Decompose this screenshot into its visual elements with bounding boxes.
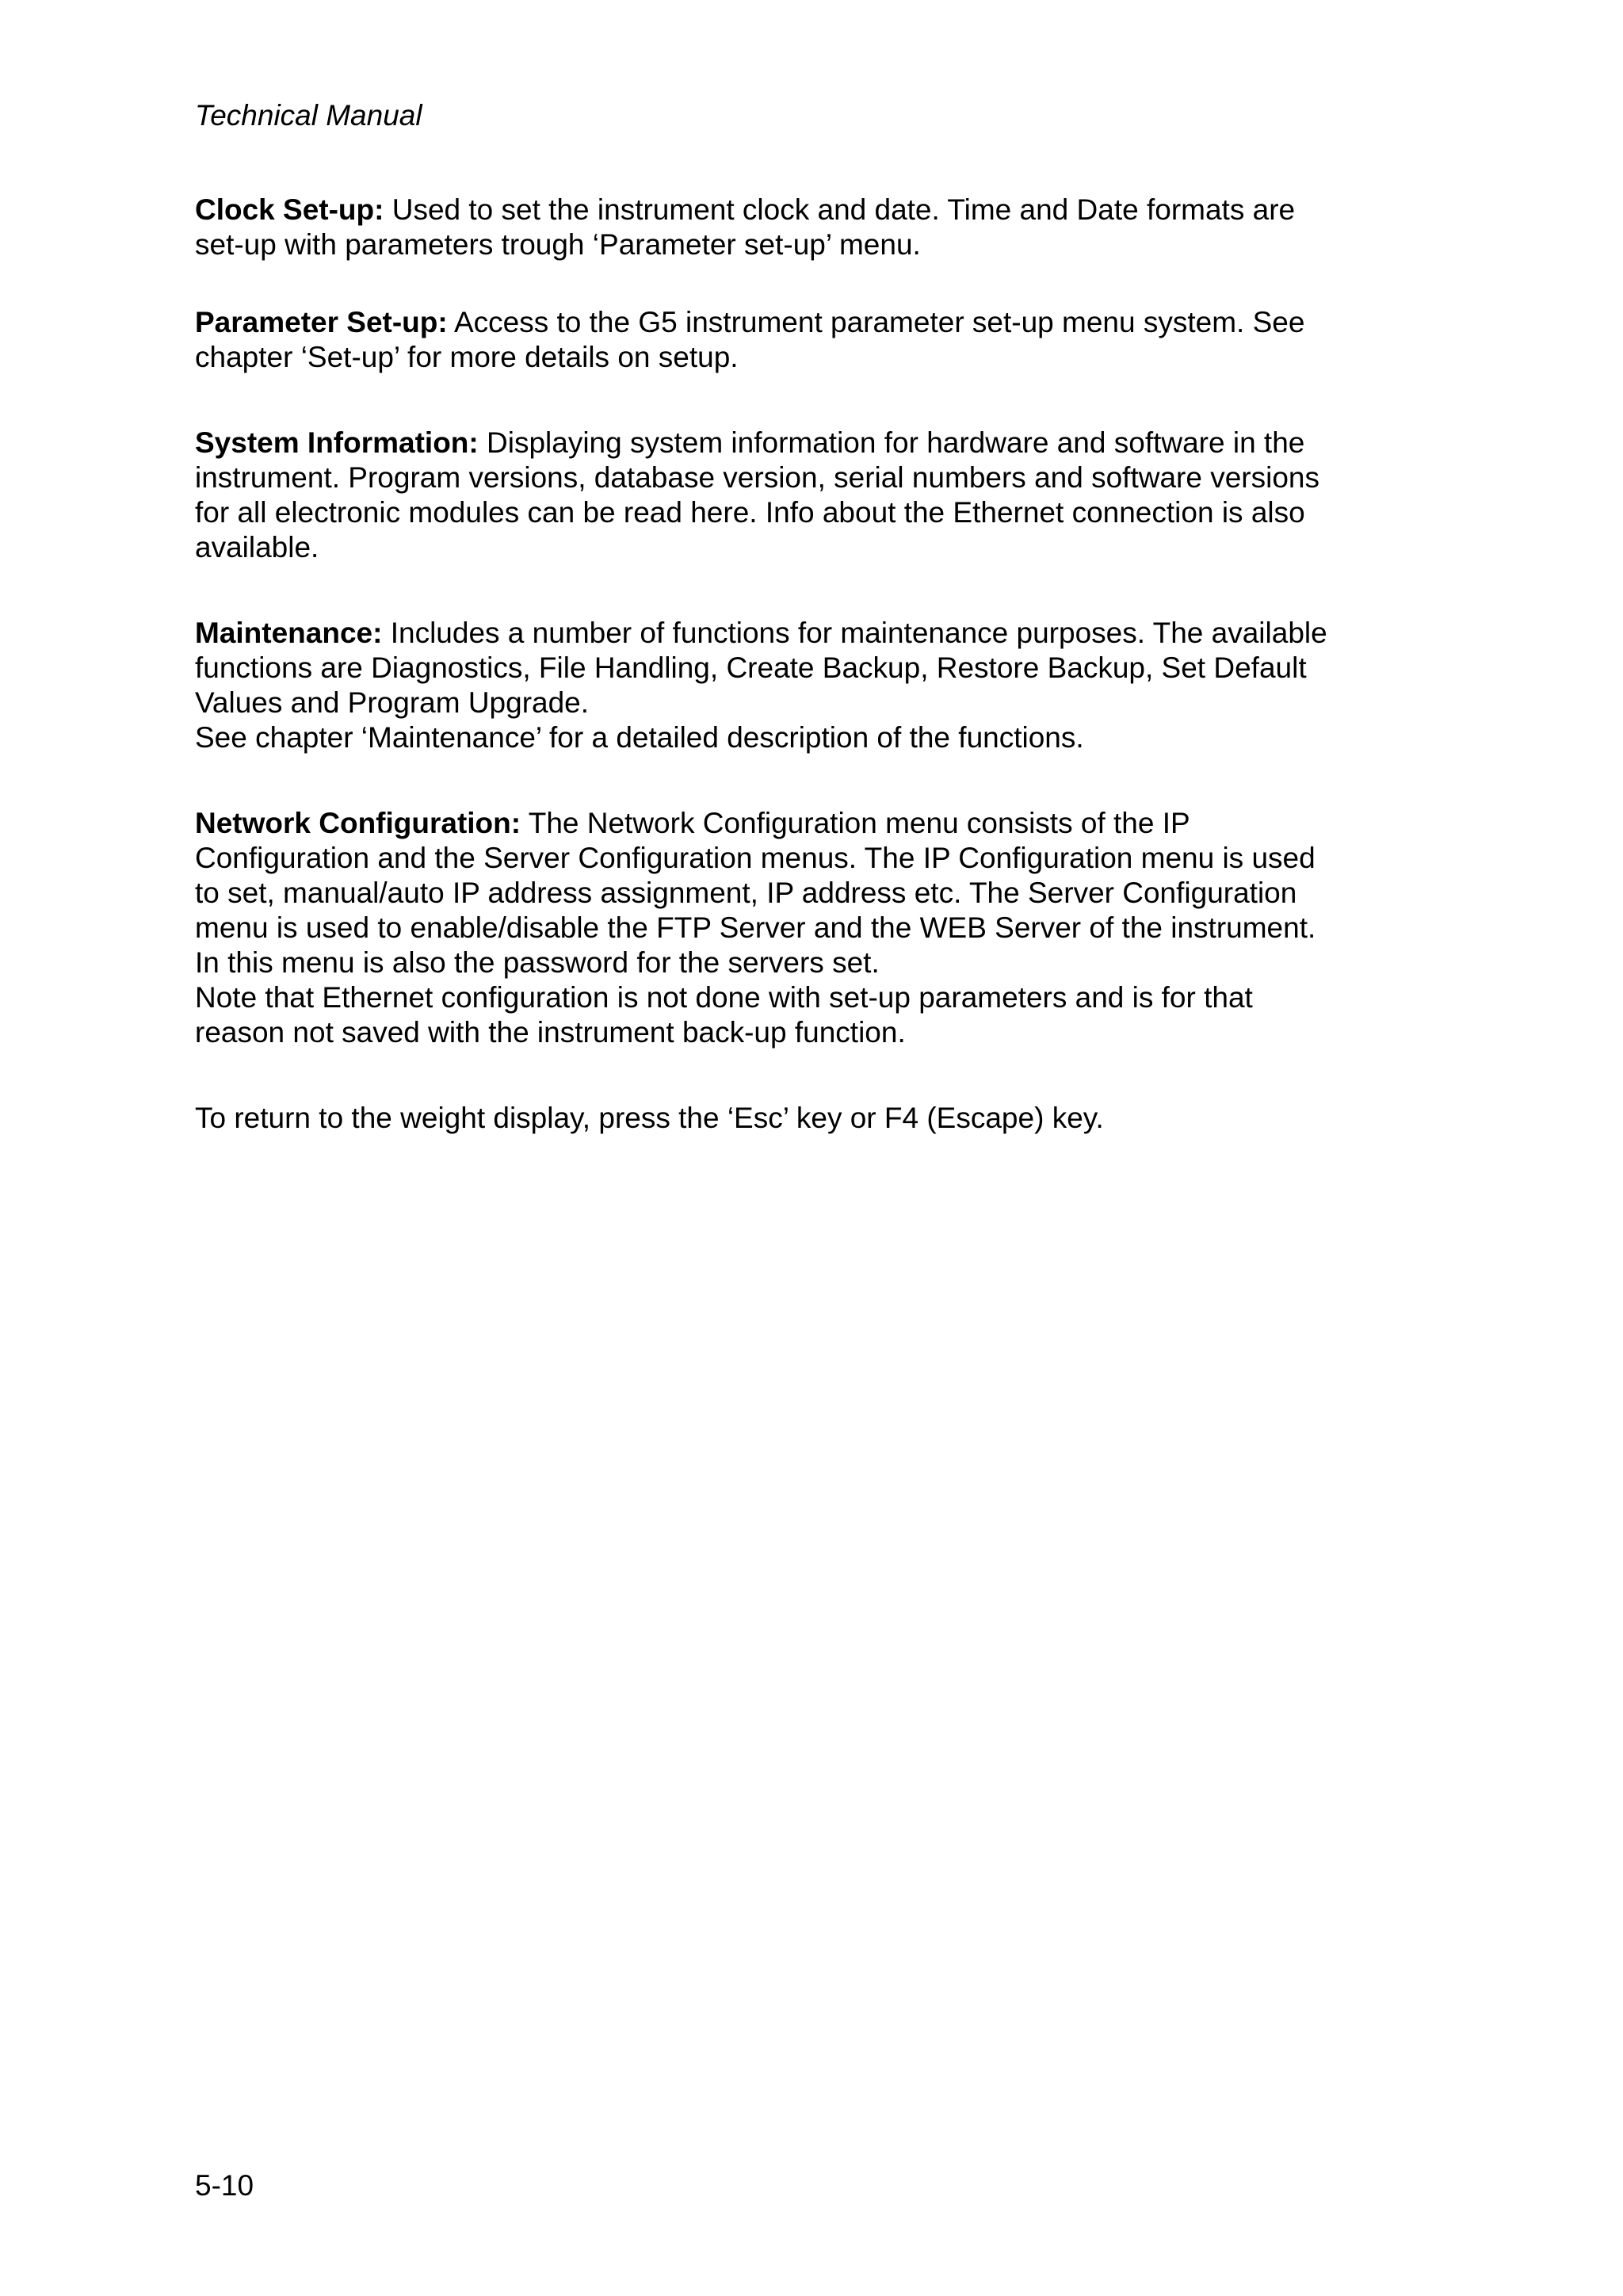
entry-text: Includes a number of functions for maintenance purposes. The available: [390, 617, 1327, 649]
entry-text: instrument. Program versions, database version, serial numbers and software versions: [195, 461, 1319, 494]
entry-system-information: [195, 426, 1400, 565]
entry-text: available.: [195, 531, 319, 563]
entry-text: set-up with parameters trough ‘Parameter set-up’ menu.: [195, 228, 921, 261]
document-body: [195, 193, 1400, 1136]
entry-term: Maintenance:: [195, 617, 383, 649]
entry-term: Network Configuration:: [195, 807, 521, 839]
entry-text: chapter ‘Set-up’ for more details on setup.: [195, 341, 739, 373]
entry-text: Displaying system information for hardware and software in the: [487, 426, 1305, 459]
entry-term: Clock Set-up:: [195, 193, 384, 226]
entry-text: Values and Program Upgrade.: [195, 686, 590, 719]
entry-text: to set, manual/auto IP address assignment, IP address etc. The Server Configuration: [195, 877, 1297, 909]
entry-term: Parameter Set-up:: [195, 306, 448, 338]
entry-text: In this menu is also the password for the servers set.: [195, 946, 880, 979]
entry-text: Used to set the instrument clock and date. Time and Date formats are: [391, 193, 1296, 226]
entry-text: Access to the G5 instrument parameter set-up menu system. See: [453, 306, 1305, 338]
entry-text: The Network Configuration menu consists of the IP: [528, 807, 1190, 839]
entry-text: Configuration and the Server Configuration menus. The IP Configuration menu is used: [195, 842, 1316, 874]
entry-text: functions are Diagnostics, File Handling, Create Backup, Restore Backup, Set Default: [195, 651, 1307, 684]
closing-note: To return to the weight display, press the ‘Esc’ key or F4 (Escape) key.: [195, 1102, 1104, 1134]
entry-term: System Information:: [195, 426, 479, 459]
entry-text: See chapter ‘Maintenance’ for a detailed description of the functions.: [195, 721, 1084, 754]
entry-text: reason not saved with the instrument back-up function.: [195, 1016, 906, 1049]
entry-maintenance: [195, 616, 1400, 755]
page-number: 5-10: [195, 2169, 254, 2202]
entry-text: Note that Ethernet configuration is not done with set-up parameters and is for that: [195, 981, 1253, 1014]
running-header: Technical Manual: [195, 99, 422, 132]
entry-text: for all electronic modules can be read here. Info about the Ethernet connection is also: [195, 496, 1305, 529]
entry-parameter-setup: [195, 305, 1400, 375]
entry-clock-setup: [195, 193, 1400, 262]
entry-network-configuration: [195, 806, 1400, 1050]
entry-text: menu is used to enable/disable the FTP Server and the WEB Server of the instrument.: [195, 911, 1316, 944]
